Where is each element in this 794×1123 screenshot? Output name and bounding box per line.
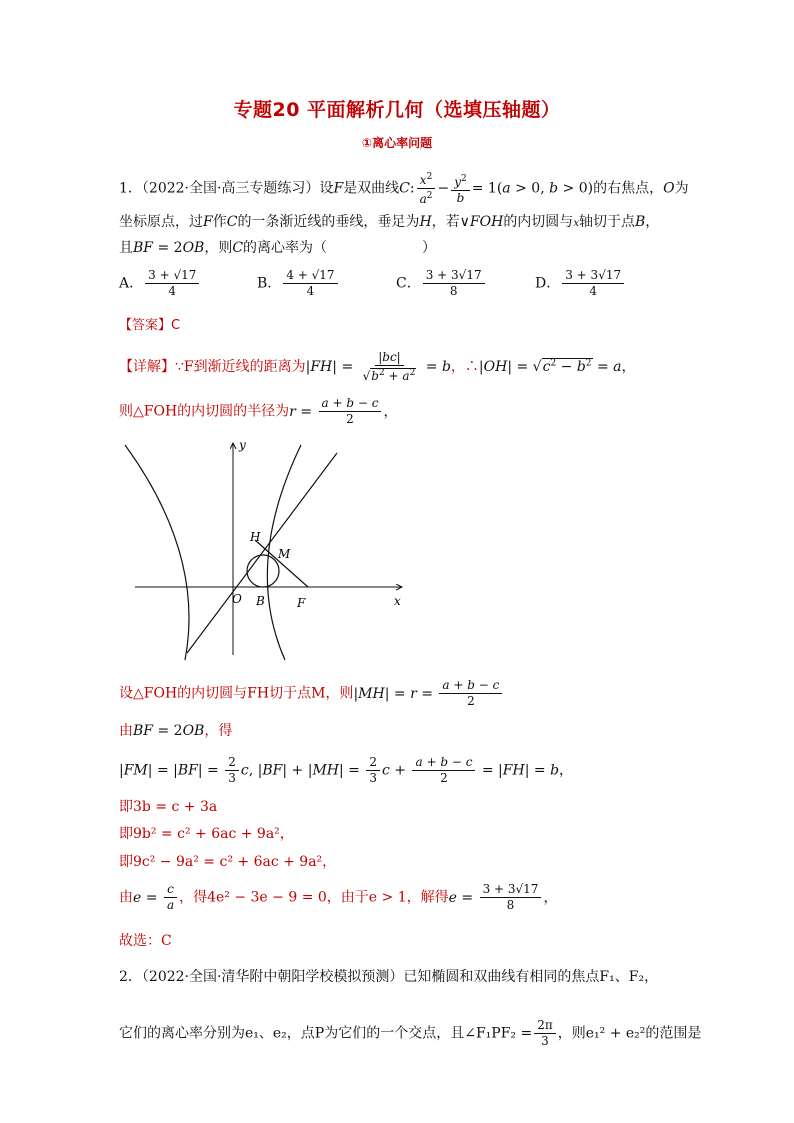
label-o: O <box>232 592 242 606</box>
step4b-text: ，得4e² − 3e − 9 = 0，由于e > 1，解得 <box>179 889 449 906</box>
after-figure-line1: 设△FOH的内切圆与FH切于点M，则|MH| = r = $\frac{a + b - c}{2}$ <box>119 678 504 709</box>
p2-angle-den: 3 <box>541 1034 549 1048</box>
option-a-label: A． <box>119 275 144 292</box>
step-3: 即9c² − 9a² = c² + 6ac + 9a²， <box>119 854 337 870</box>
p2-angle-num: 2π <box>534 1018 556 1034</box>
incircle <box>247 555 279 587</box>
p1-l2a: 坐标原点，过 <box>119 214 203 230</box>
hyperbola-left-branch <box>125 445 189 660</box>
p1-l3a: 且 <box>119 240 133 256</box>
problem1-line2: 坐标原点，过F作C的一条渐近线的垂线，垂足为H，若∨FOH的内切圆与x轴切于点B， <box>119 214 660 230</box>
problem1-text2: 的右焦点， <box>593 180 664 197</box>
option-c-den: 8 <box>449 284 458 298</box>
p2-l2a: 它们的离心率分别为e₁、e₂，点P为它们的一个交点，且∠F₁PF₂ = <box>119 1025 533 1042</box>
step-2: 即9b² = c² + 6ac + 9a²， <box>119 826 294 842</box>
label-x: x <box>394 594 401 608</box>
p1-l2d: ，若 <box>431 214 460 230</box>
detail-label: 【详解】 <box>119 359 175 375</box>
p1-l3b: ，则 <box>204 240 233 256</box>
equation-line: |FM| = |BF| = $\frac{2}{3}$ c, |BF| + |MH| = $\frac{2}{3}$ c + $\frac{a + b - c}{2}$ = |FH| = b， <box>119 755 574 785</box>
problem2-line1: 2．（2022·全国·清华附中朝阳学校模拟预测）已知椭圆和双曲线有相同的焦点F₁、F₂， <box>119 969 659 985</box>
hyperbola-figure <box>115 435 415 665</box>
option-b-den: 4 <box>306 284 315 298</box>
p1-l3c: 的离心率为（ <box>243 240 328 256</box>
step-4: 由e = $\frac{c}{a}$ ，得4e² − 3e − 9 = 0，由于e > 1，解得e = $\frac{3 + 3√17}{8}$ ， <box>119 882 558 912</box>
option-d-den: 4 <box>589 284 597 298</box>
section-subtitle: ①离心率问题 <box>361 136 433 150</box>
p1-l3d: ） <box>422 240 437 256</box>
problem1-source: 1．（2022·全国·高三专题练习）设 <box>119 180 334 197</box>
problem2-line2 <box>119 1018 701 1049</box>
label-m: M <box>278 547 291 561</box>
answer-label: 【答案】C <box>119 318 181 333</box>
option-d-label: D． <box>535 275 561 292</box>
label-b: B <box>256 594 265 608</box>
p1-l2b: 作 <box>212 214 227 230</box>
after-figure-line2: 由BF = 2OB，得 <box>119 723 233 739</box>
step-1: 即3b = c + 3a <box>119 799 218 815</box>
after-fig2a-text: 由 <box>119 723 133 739</box>
label-y: y <box>239 438 246 452</box>
p1-l2c: 的一条渐近线的垂线，垂足为 <box>237 214 420 230</box>
problem1-line1: 1．（2022·全国·高三专题练习）设F是双曲线C: $\frac{x^2}{a^2}$ − $\frac{y^2}{b}$ = 1(a > 0, b > 0)的右焦点，O为 <box>119 172 689 206</box>
option-b-label: B． <box>257 275 282 292</box>
page-title: 专题20 平面解析几何（选填压轴题） <box>233 99 561 121</box>
option-b[interactable] <box>257 268 340 299</box>
p1-l2g: ， <box>645 214 660 230</box>
detail1b-text: ，∴ <box>450 359 479 375</box>
label-f: F <box>297 596 306 610</box>
option-c-num: 3 + 3√17 <box>423 268 485 284</box>
detail-line1: 【详解】∵F到渐近线的距离为|FH| = $\frac{|bc|}{√b^2 + a^2}$ = b，∴|OH| = $√c^2 - b^2 = a$， <box>119 350 636 383</box>
step4a-text: 由 <box>119 889 133 906</box>
label-h: H <box>250 530 261 544</box>
asymptote-line <box>187 453 337 653</box>
after-fig2b-text: ，得 <box>204 723 233 739</box>
after-fig1-text: 设△FOH的内切圆与FH切于点M，则 <box>119 685 354 702</box>
p2-l2b: ，则e₁² + e₂²的范围是 <box>557 1025 702 1042</box>
p1-l2e: 的内切圆与 <box>503 214 574 230</box>
detail1-text: ∵F到渐近线的距离为 <box>175 359 306 375</box>
option-a-den: 4 <box>168 284 177 298</box>
option-c-label: C． <box>396 275 421 292</box>
p1-l2f: 轴切于点 <box>578 214 635 230</box>
option-d[interactable] <box>535 268 626 299</box>
conclusion: 故选：C <box>119 933 172 949</box>
problem1-text3: 为 <box>674 180 689 197</box>
option-c[interactable] <box>396 268 487 299</box>
problem1-text: 是双曲线 <box>343 180 400 197</box>
option-d-num: 3 + 3√17 <box>562 268 624 284</box>
problem1-line3: 且BF = 2OB，则C的离心率为（ ） <box>119 240 437 256</box>
detail2-text: 则△FOH的内切圆的半径为 <box>119 403 290 420</box>
option-a[interactable] <box>119 268 201 299</box>
option-a-num: 3 + √17 <box>145 268 199 284</box>
option-b-num: 4 + √17 <box>283 268 337 284</box>
detail-line2: 则△FOH的内切圆的半径为r = $\frac{a + b - c}{2}$ ， <box>119 396 398 426</box>
